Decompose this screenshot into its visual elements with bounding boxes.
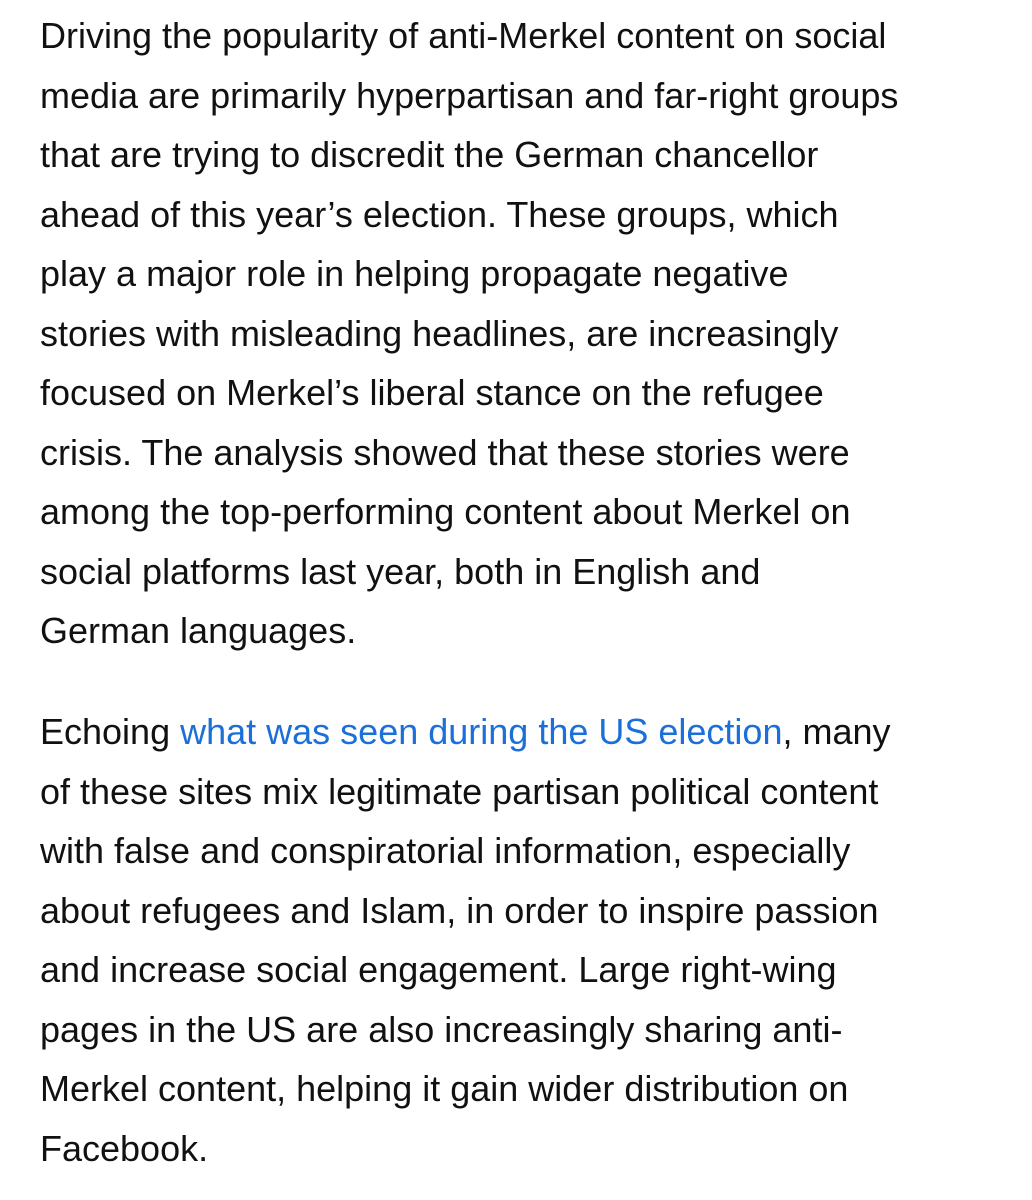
paragraph-1 — [40, 6, 898, 661]
paragraph-line: media are primarily hyperpartisan and far-right groups — [40, 74, 899, 116]
paragraph-line: about refugees and Islam, in order to inspire passion — [40, 889, 879, 931]
paragraph-line: Merkel content, helping it gain wider distribution on — [40, 1068, 849, 1109]
paragraph-line: Driving the popularity of anti-Merkel content on social — [40, 15, 887, 56]
paragraph-first-line — [40, 702, 891, 762]
text-after-link: , many — [782, 711, 891, 752]
paragraph-line: Facebook. — [40, 1127, 209, 1169]
paragraph-line: crisis. The analysis showed that these stories were — [40, 431, 850, 473]
us-election-link[interactable]: what was seen during the US election — [180, 711, 783, 752]
paragraph-line: pages in the US are also increasingly sharing anti- — [40, 1008, 843, 1050]
paragraph-2 — [40, 702, 891, 1178]
text-before-link: Echoing — [40, 711, 181, 752]
paragraph-line: that are trying to discredit the German chancellor — [40, 134, 819, 175]
paragraph-line: among the top-performing content about Merkel on — [40, 491, 851, 532]
paragraph-line: of these sites mix legitimate partisan political content — [40, 770, 879, 812]
paragraph-line: ahead of this year’s election. These groups, which — [40, 193, 839, 235]
paragraph-line: with false and conspiratorial information, especially — [40, 830, 851, 871]
paragraph-line: focused on Merkel’s liberal stance on the refugee — [40, 372, 824, 413]
paragraph-line: and increase social engagement. Large right-wing — [40, 949, 837, 990]
paragraph-line: social platforms last year, both in English and — [40, 550, 761, 592]
paragraph-line: German languages. — [40, 610, 357, 651]
paragraph-line: play a major role in helping propagate negative — [40, 253, 789, 294]
paragraph-line: stories with misleading headlines, are increasingly — [40, 312, 839, 354]
